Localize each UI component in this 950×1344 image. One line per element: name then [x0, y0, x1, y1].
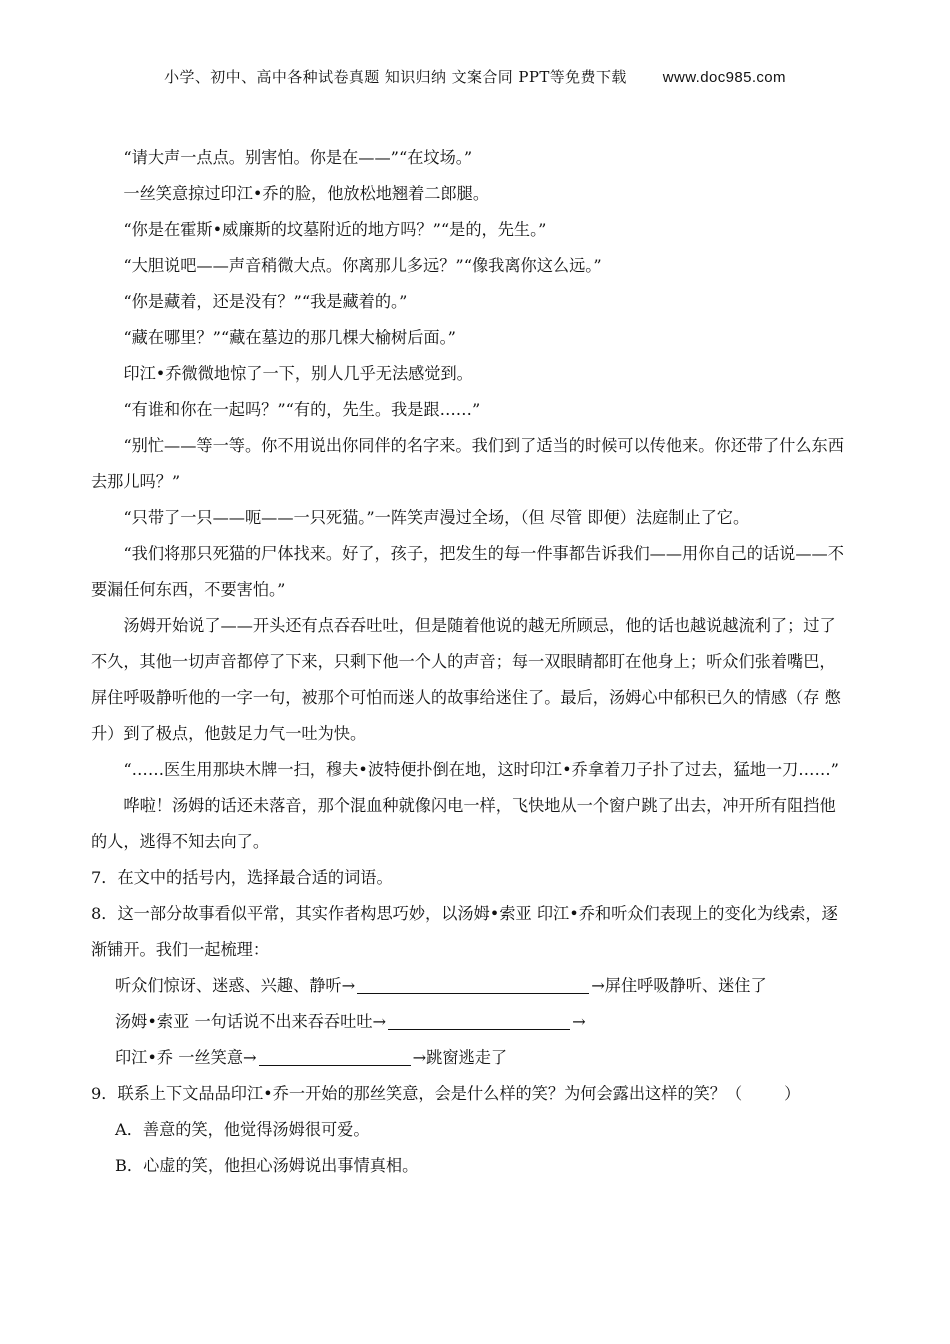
paragraph: “请大声一点点。别害怕。你是在——”“在坟场。”: [123, 148, 473, 167]
paragraph: “有谁和你在一起吗？”“有的，先生。我是跟……”: [123, 400, 481, 419]
paragraph: 哗啦！汤姆的话还未落音，那个混血种就像闪电一样，飞快地从一个窗户跳了出去，冲开所有阻挡他的人，逃得不知去向了。: [91, 796, 836, 851]
header-text: 小学、初中、高中各种试卷真题 知识归纳 文案合同 PPT等免费下载: [164, 68, 627, 86]
paragraph: “你是藏着，还是没有？”“我是藏着的。”: [123, 292, 408, 311]
fill-row-before: 印江•乔 一丝笑意→: [115, 1048, 257, 1067]
paragraph: “藏在哪里？”“藏在墓边的那几棵大榆树后面。”: [123, 328, 456, 347]
fill-row-audience: [91, 968, 851, 1004]
fill-row-after: →屏住呼吸静听、迷住了: [591, 976, 767, 995]
answer-blank[interactable]: [259, 1045, 411, 1066]
answer-blank[interactable]: [357, 973, 589, 994]
question-9: [91, 1076, 851, 1112]
paragraph: “别忙——等一等。你不用说出你同伴的名字来。我们到了适当的时候可以传他来。你还带了什么东西去那儿吗？”: [91, 436, 844, 491]
paragraph: 一丝笑意掠过印江•乔的脸，他放松地翘着二郎腿。: [123, 184, 490, 203]
option-b: B．心虚的笑，他担心汤姆说出事情真相。: [115, 1156, 419, 1175]
question-9-close: ）: [784, 1084, 801, 1103]
fill-row-after: →跳窗逃走了: [412, 1048, 508, 1067]
answer-blank[interactable]: [388, 1009, 570, 1030]
paragraph: “只带了一只——呃——一只死猫。”一阵笑声漫过全场，（但 尽管 即便）法庭制止了它。: [123, 508, 750, 527]
option-a: A．善意的笑，他觉得汤姆很可爱。: [115, 1120, 370, 1139]
fill-row-joe: [91, 1040, 851, 1076]
paragraph: “……医生用那块木牌一扫，穆夫•波特便扑倒在地，这时印江•乔拿着刀子扑了过去，猛地一刀……”: [123, 760, 839, 779]
question-9-text: 9．联系上下文品品印江•乔一开始的那丝笑意，会是什么样的笑？为何会露出这样的笑？（: [91, 1084, 743, 1103]
passage-content: [91, 140, 851, 1184]
paragraph: “大胆说吧——声音稍微大点。你离那儿多远？”“像我离你这么远。”: [123, 256, 602, 275]
question-8: 8．这一部分故事看似平常，其实作者构思巧妙，以汤姆•索亚 印江•乔和听众们表现上的变化为线索，逐渐铺开。我们一起梳理：: [91, 904, 838, 959]
paragraph: “我们将那只死猫的尸体找来。好了，孩子，把发生的每一件事都告诉我们——用你自己的话说——不要漏任何东西，不要害怕。”: [91, 544, 844, 599]
question-7: 7．在文中的括号内，选择最合适的词语。: [91, 868, 393, 887]
paragraph: 汤姆开始说了——开头还有点吞吞吐吐，但是随着他说的越无所顾忌，他的话也越说越流利了；过了不久，其他一切声音都停了下来，只剩下他一个人的声音；每一双眼睛都盯在他身上；听众们张着嘴巴，屏住呼吸静听他的一字一句，被那个可怕而迷人的故事给迷住了。最后，汤姆心中郁积已久的情感（存 憋 升）到了极点，他鼓足力气一吐为快。: [91, 616, 841, 743]
fill-row-before: 汤姆•索亚 一句话说不出来吞吞吐吐→: [115, 1012, 387, 1031]
paragraph: 印江•乔微微地惊了一下，别人几乎无法感觉到。: [123, 364, 473, 383]
fill-row-after: →: [572, 1012, 586, 1031]
page-header: [0, 66, 950, 87]
paragraph: “你是在霍斯•威廉斯的坟墓附近的地方吗？”“是的，先生。”: [123, 220, 547, 239]
header-site: www.doc985.com: [662, 69, 786, 86]
fill-row-tom: [91, 1004, 851, 1040]
fill-row-before: 听众们惊讶、迷惑、兴趣、静听→: [115, 976, 356, 995]
